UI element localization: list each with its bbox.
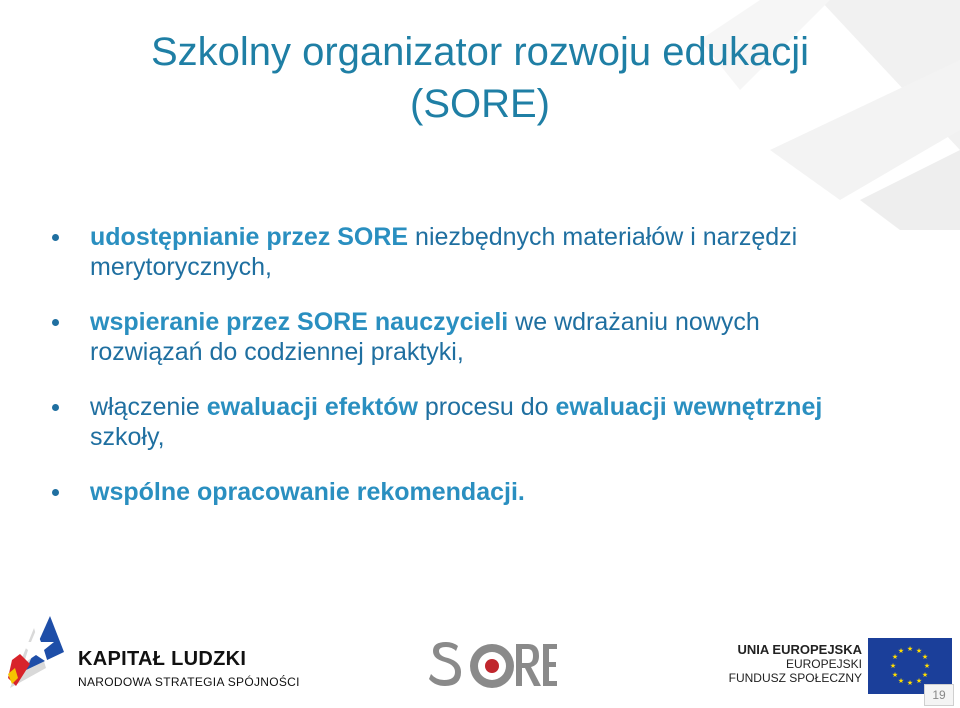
svg-text:★: ★ (921, 671, 929, 679)
bullet-item (52, 222, 872, 282)
svg-text:★: ★ (923, 662, 931, 670)
svg-text:★: ★ (889, 662, 897, 670)
slide-title (40, 26, 920, 130)
bullet-text: szkoły, (90, 423, 165, 451)
svg-text:★: ★ (915, 647, 923, 655)
bullet-dot-icon (52, 404, 59, 411)
bullet-text: włączenie (90, 393, 207, 421)
bullet-dot-icon (52, 234, 59, 241)
kapital-ludzki-logo-icon (6, 608, 72, 698)
svg-text:★: ★ (897, 647, 905, 655)
bullet-dot-icon (52, 489, 59, 496)
svg-text:★: ★ (891, 653, 899, 661)
bullet-highlight: ewaluacji wewnętrznej (555, 393, 823, 421)
title-line-2: (SORE) (410, 82, 550, 126)
bullet-highlight: udostępnianie przez SORE (90, 223, 409, 251)
bullet-item (52, 307, 872, 367)
svg-text:★: ★ (906, 645, 914, 653)
bullet-text: niezbędnych materiałów i narzędzi merytorycznych, (90, 223, 798, 281)
kapital-ludzki-title: KAPITAŁ LUDZKI (78, 648, 247, 670)
svg-text:★: ★ (906, 679, 914, 687)
eu-text (729, 642, 862, 685)
bullet-text: procesu do (417, 393, 556, 421)
eu-title: UNIA EUROPEJSKA (737, 642, 862, 657)
bullet-highlight: wspólne opracowanie rekomendacji. (90, 478, 525, 506)
kapital-ludzki-subtitle: NARODOWA STRATEGIA SPÓJNOŚCI (78, 675, 300, 689)
bullet-highlight: wspieranie przez SORE nauczycieli (90, 308, 509, 336)
bullet-highlight: ewaluacji efektów (206, 393, 418, 421)
svg-text:★: ★ (891, 671, 899, 679)
bullet-dot-icon (52, 319, 59, 326)
bullet-item (52, 392, 872, 452)
svg-text:★: ★ (915, 677, 923, 685)
eu-line-3: FUNDUSZ SPOŁECZNY (728, 671, 862, 685)
footer-logos (0, 608, 960, 708)
svg-text:★: ★ (897, 677, 905, 685)
title-line-1: Szkolny organizator rozwoju edukacji (150, 30, 810, 74)
sore-logo (428, 636, 558, 696)
page-number: 19 (924, 684, 954, 706)
eu-line-2: EUROPEJSKI (785, 657, 862, 671)
kapital-ludzki-text (78, 648, 300, 689)
svg-text:★: ★ (921, 653, 929, 661)
bullet-item (52, 477, 872, 507)
bullet-list (52, 222, 872, 507)
bullet-text: we wdrażaniu nowych rozwiązań do codziennej praktyki, (90, 308, 760, 366)
